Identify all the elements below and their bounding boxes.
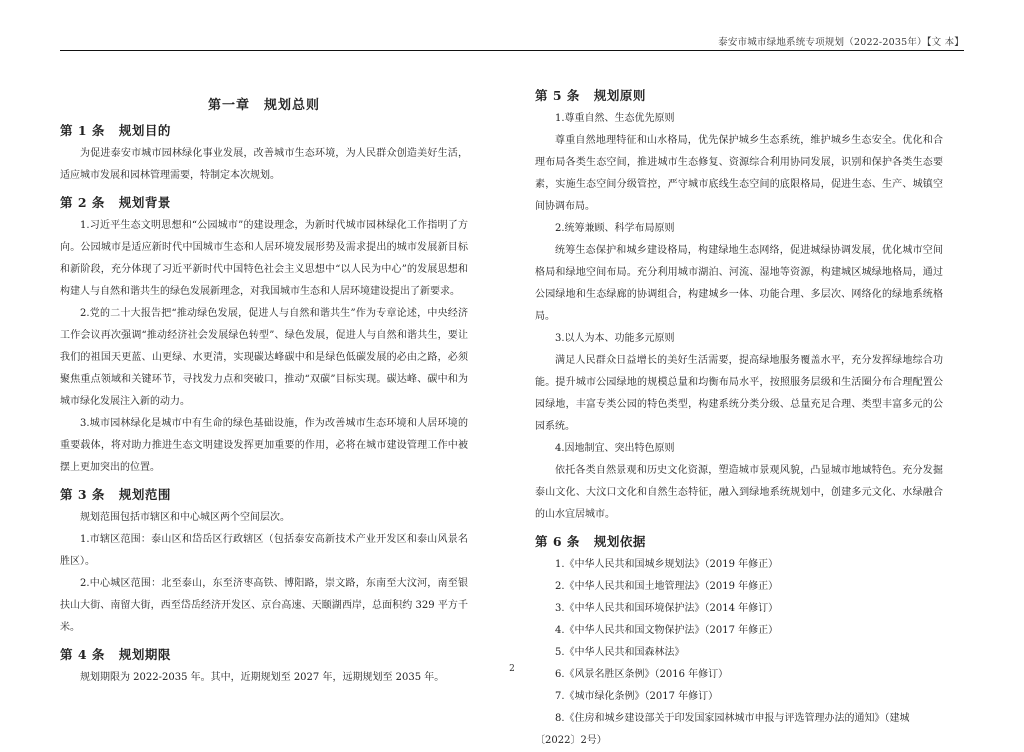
article-2-heading xyxy=(60,193,468,211)
article-number: 第 5 条 xyxy=(535,88,580,103)
article-3-heading xyxy=(60,485,468,503)
reference-item: 4.《中华人民共和国文物保护法》（2017 年修正） xyxy=(555,625,779,636)
article-title: 规划范围 xyxy=(118,487,171,502)
reference-item: 6.《风景名胜区条例》（2016 年修订） xyxy=(555,669,729,680)
page-number: 2 xyxy=(509,664,515,674)
reference-item: 1.《中华人民共和国城乡规划法》（2019 年修正） xyxy=(555,559,779,570)
article-title: 规划期限 xyxy=(118,647,171,662)
principle-heading: 2.统筹兼顾、科学布局原则 xyxy=(555,223,675,234)
paragraph: 2.中心城区范围：北至泰山，东至济枣高铁、博阳路，崇文路，东南至大汶河，南至银扶山大街、南留大街，西至岱岳经济开发区、京台高速、天颐湖西岸，总面积约 329 平方千米。 xyxy=(60,578,468,633)
article-title: 规划依据 xyxy=(593,534,646,549)
article-number: 第 3 条 xyxy=(60,487,105,502)
document-header: 泰安市城市绿地系统专项规划（2022-2035年）【文 本】 xyxy=(718,37,964,48)
reference-item: 3.《中华人民共和国环境保护法》（2014 年修订） xyxy=(555,603,779,614)
article-4-heading xyxy=(60,645,468,663)
reference-item: 5.《中华人民共和国森林法》 xyxy=(555,647,685,658)
article-number: 第 4 条 xyxy=(60,647,105,662)
left-column xyxy=(60,80,468,689)
reference-item: 2.《中华人民共和国土地管理法》（2019 年修正） xyxy=(555,581,779,592)
chapter-title: 第一章 规划总则 xyxy=(207,98,320,113)
right-column xyxy=(535,80,943,752)
principle-heading: 4.因地制宜、突出特色原则 xyxy=(555,443,675,454)
reference-item: 8.《住房和城乡建设部关于印发国家园林城市申报与评选管理办法的通知》（建城〔2022〕2号） xyxy=(535,713,910,746)
paragraph: 依托各类自然景观和历史文化资源，塑造城市景观风貌，凸显城市地域特色。充分发掘泰山文化、大汶口文化和自然生态特征，融入到绿地系统规划中，创建多元文化、水绿融合的山水宜居城市。 xyxy=(535,465,943,520)
article-6-heading xyxy=(535,532,943,550)
principle-heading: 1.尊重自然、生态优先原则 xyxy=(555,113,675,124)
article-5-heading xyxy=(535,86,943,104)
paragraph: 2.党的二十大报告把“推动绿色发展，促进人与自然和谐共生”作为专章论述，中央经济工作会议再次强调“推动经济社会发展绿色转型”、绿色发展，促进人与自然和谐共生，要让我们的祖国天更蓝、山更绿、水更清，实现碳达峰碳中和是绿色低碳发展的必由之路，必须聚焦重点领域和关键环节，寻找发力点和突破口，推动“双碳”目标实现。碳达峰、碳中和为城市绿化发展注入新的动力。 xyxy=(60,308,468,407)
article-title: 规划目的 xyxy=(118,123,171,138)
article-number: 第 1 条 xyxy=(60,123,105,138)
paragraph: 规划范围包括市辖区和中心城区两个空间层次。 xyxy=(80,512,290,523)
header-rule xyxy=(60,50,964,51)
paragraph: 规划期限为 2022-2035 年。其中，近期规划至 2027 年，远期规划至 2035 年。 xyxy=(80,672,445,683)
paragraph: 尊重自然地理特征和山水格局，优先保护城乡生态系统，维护城乡生态安全。优化和合理布局各类生态空间，推进城市生态修复、资源综合利用协同发展，识别和保护各类生态要素，实施生态空间分级管控，严守城市底线生态空间的底限格局，促进生态、生产、城镇空间协调布局。 xyxy=(535,135,943,212)
paragraph: 3.城市园林绿化是城市中有生命的绿色基础设施，作为改善城市生态环境和人居环境的重要载体，将对助力推进生态文明建设发挥更加重要的作用，必将在城市建设管理工作中被摆上更加突出的位置。 xyxy=(60,418,468,473)
paragraph: 1.市辖区范围：泰山区和岱岳区行政辖区（包括泰安高新技术产业开发区和泰山风景名胜区）。 xyxy=(60,534,468,567)
reference-item: 7.《城市绿化条例》（2017 年修订） xyxy=(555,691,719,702)
article-number: 第 2 条 xyxy=(60,195,105,210)
paragraph: 为促进泰安市城市园林绿化事业发展，改善城市生态环境，为人民群众创造美好生活，适应城市发展和园林管理需要，特制定本次规划。 xyxy=(60,148,468,181)
article-title: 规划原则 xyxy=(593,88,646,103)
principle-heading: 3.以人为本、功能多元原则 xyxy=(555,333,675,344)
paragraph: 满足人民群众日益增长的美好生活需要，提高绿地服务覆盖水平，充分发挥绿地综合功能。提升城市公园绿地的规模总量和均衡布局水平，按照服务层级和生活圈分布合理配置公园绿地，丰富专类公园的特色类型，构建系统分类分级、总量充足合理、类型丰富多元的公园系统。 xyxy=(535,355,943,432)
article-1-heading xyxy=(60,121,468,139)
article-title: 规划背景 xyxy=(118,195,171,210)
paragraph: 1.习近平生态文明思想和“公园城市”的建设理念，为新时代城市园林绿化工作指明了方向。公园城市是适应新时代中国城市生态和人居环境发展形势及需求提出的城市发展新目标和新阶段，充分体现了习近平新时代中国特色社会主义思想中“以人民为中心”的发展思想和构建人与自然和谐共生的绿色发展新理念，对我国城市生态和人居环境建设提出了新要求。 xyxy=(60,220,468,297)
paragraph: 统筹生态保护和城乡建设格局，构建绿地生态网络，促进城绿协调发展，优化城市空间格局和绿地空间布局。充分利用城市湖泊、河流、湿地等资源，构建城区城绿地格局，通过公园绿地和生态绿廊的协调组合，构建城乡一体、功能合理、多层次、网络化的绿地系统格局。 xyxy=(535,245,943,322)
article-number: 第 6 条 xyxy=(535,534,580,549)
